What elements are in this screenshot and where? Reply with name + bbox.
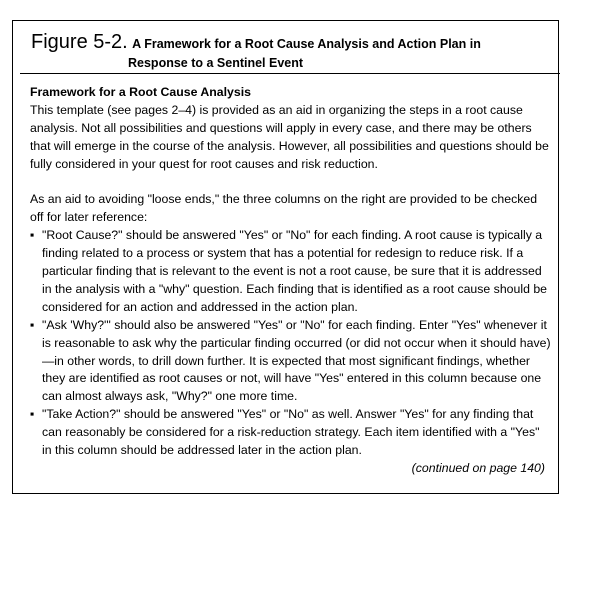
columns-intro-paragraph: As an aid to avoiding "loose ends," the three columns on the right are provided to be checked off for later reference: xyxy=(30,192,538,225)
bullet-icon: ▪ xyxy=(30,228,35,243)
bullet-icon: ▪ xyxy=(30,407,35,422)
continued-note: (continued on page 140) xyxy=(411,461,545,476)
header-divider xyxy=(20,73,560,74)
list-item xyxy=(30,227,552,317)
section-heading: Framework for a Root Cause Analysis xyxy=(30,85,251,99)
list-item xyxy=(30,317,552,407)
figure-title-part2: Response to a Sentinel Event xyxy=(128,56,304,70)
bullet-text-take-action: "Take Action?" should be answered "Yes" or "No" as well. Answer "Yes" for any finding that can reasonably be considered for a risk-reduction strategy. Each item identified with a "Yes" in this column should be addressed later in the action plan. xyxy=(42,407,540,458)
list-item xyxy=(30,406,552,460)
bullet-text-ask-why: "Ask 'Why?'" should also be answered "Yes" or "No" for each finding. Enter "Yes" whenever it is reasonable to ask why the particular finding occurred (or did not occur when it should have)—in other words, to drill down further. It is expected that most significant findings, whether they are identified as root causes or not, will have "Yes" entered in this column because one can almost always ask, "Why?" one more time. xyxy=(42,317,551,404)
figure-frame xyxy=(12,20,559,494)
bullet-list xyxy=(30,227,552,460)
bullet-text-root-cause: "Root Cause?" should be answered "Yes" or "No" for each finding. A root cause is typically a finding related to a process or system that has a potential for redesign to reduce risk. If a particular finding that is relevant to the event is not a root cause, be sure that it is addressed in the analysis with a "why" question. Each finding that is identified as a root cause should be considered for an action and addressed in the action plan. xyxy=(42,228,548,314)
figure-title-line xyxy=(31,31,551,55)
figure-header xyxy=(31,31,551,71)
bullet-icon: ▪ xyxy=(30,317,35,332)
figure-label: Figure 5-2. xyxy=(31,31,128,53)
figure-body xyxy=(30,84,552,478)
intro-paragraph: This template (see pages 2–4) is provided as an aid in organizing the steps in a root cause analysis. Not all possibilities and questions will apply in every case, and there may be others that will emerge in the course of the analysis. However, all possibilities and questions should be fully considered in your quest for root causes and risk reduction. xyxy=(30,102,549,171)
figure-title-part1: A Framework for a Root Cause Analysis and Action Plan in xyxy=(132,37,481,51)
